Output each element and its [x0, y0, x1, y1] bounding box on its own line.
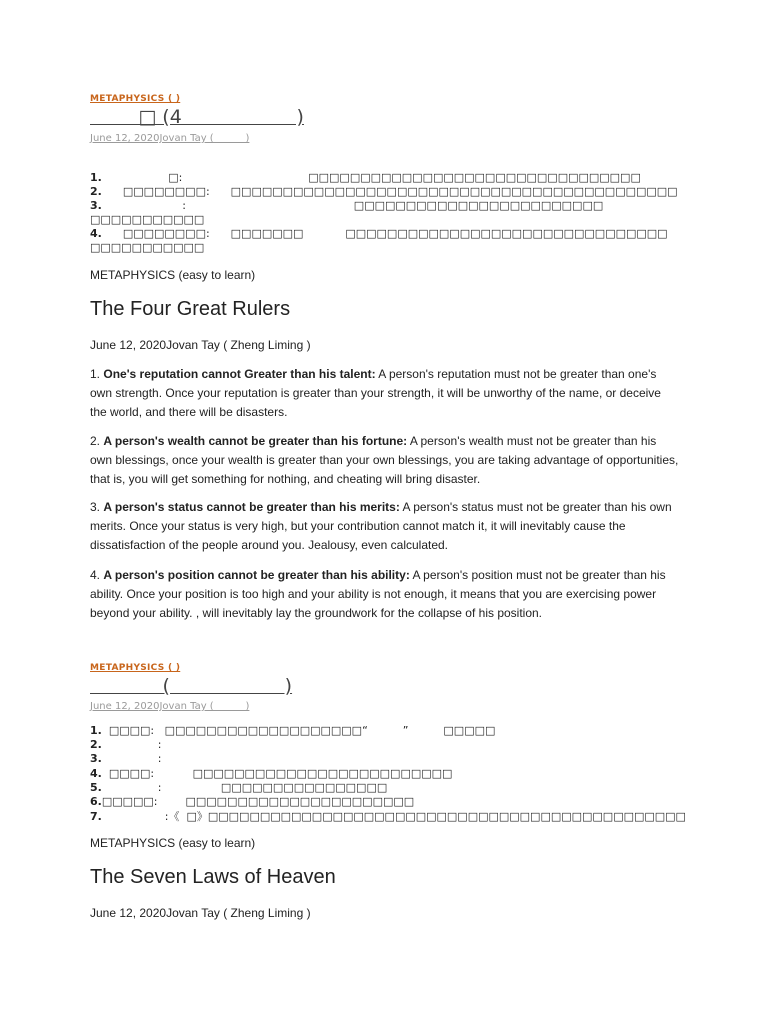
- item-number: 4.: [90, 568, 101, 582]
- category-link[interactable]: METAPHYSICS ( ): [90, 663, 181, 673]
- item-heading: A person's status cannot be greater than his merits:: [103, 500, 400, 514]
- list-paragraph: [90, 566, 680, 623]
- post-title: The Four Great Rulers: [90, 298, 291, 320]
- item-number: 4.: [90, 767, 102, 780]
- item-number: 7.: [90, 810, 102, 823]
- cjk-list-item: [90, 752, 690, 766]
- item-text: A person's wealth must not be greater than his own blessings, once your wealth is greater than your own blessings, you are taking advantage of opportunities, that is, you will get something for nothing, and cheating will bring disaster.: [90, 434, 679, 486]
- cjk-list-item: [90, 199, 690, 227]
- item-text: :: [101, 752, 162, 765]
- cjk-list-item: [90, 810, 690, 824]
- category-label: METAPHYSICS (easy to learn): [90, 836, 256, 850]
- list-paragraph: [90, 498, 680, 555]
- list-paragraph: [90, 432, 680, 489]
- list-paragraph: [90, 365, 680, 422]
- item-heading: A person's position cannot be greater than his ability:: [103, 568, 410, 582]
- cjk-list-item: [90, 227, 690, 255]
- item-heading: One's reputation cannot Greater than his talent:: [103, 367, 376, 381]
- cjk-list-item: [90, 795, 690, 809]
- cjk-list-item: [90, 767, 690, 781]
- cjk-list-item: [90, 738, 690, 752]
- item-text: □□□□□: □□□□□□□□□□□□□□□□□□□□□□: [101, 795, 415, 808]
- item-text: A person's position must not be greater than his ability. Once your position is too high and your ability is not enough, it means that you are exercising power beyond your ability. , will inevitably lay the groundwork for the collapse of his position.: [90, 568, 666, 620]
- item-number: 2.: [90, 434, 101, 448]
- category-link[interactable]: METAPHYSICS ( ): [90, 94, 181, 104]
- item-number: 2.: [90, 185, 102, 198]
- item-number: 5.: [90, 781, 102, 794]
- post-title: The Seven Laws of Heaven: [90, 866, 336, 888]
- cjk-post-meta[interactable]: June 12, 2020Jovan Tay ( ): [90, 133, 250, 144]
- cjk-post-meta[interactable]: June 12, 2020Jovan Tay ( ): [90, 701, 250, 712]
- item-text: □□□□□□□□: □□□□□□□ □□□□□□□□□□□□□□□□□□□□□□□□□□□□□□□ □□□□□□□□□□□: [90, 227, 672, 254]
- item-text: A person's reputation must not be greater than one's own strength. Once your reputation is greater than your strength, it will be unworthy of the name, or deceive the world, and there will be disasters.: [90, 367, 661, 419]
- item-number: 3.: [90, 199, 102, 212]
- item-number: 1.: [90, 724, 102, 737]
- item-text: : □□□□□□□□□□□□□□□□□□□□□□□□ □□□□□□□□□□□: [90, 199, 607, 226]
- item-number: 1.: [90, 367, 101, 381]
- item-number: 3.: [90, 752, 102, 765]
- cjk-post-title[interactable]: □ (4 ): [90, 106, 304, 128]
- item-text: □□□□□□□□: □□□□□□□□□□□□□□□□□□□□□□□□□□□□□□□□□□□□□□□□□□□: [101, 185, 678, 198]
- item-text: A person's status must not be greater than his own merits. Once your status is very high, but your contribution cannot match it, it will inevitably cause the dissatisfaction of the people around you. Jealousy, even calculated.: [90, 500, 672, 552]
- cjk-list-item: [90, 781, 690, 795]
- item-number: 1.: [90, 171, 102, 184]
- category-label: METAPHYSICS (easy to learn): [90, 268, 256, 282]
- item-text: : □□□□□□□□□□□□□□□□: [101, 781, 388, 794]
- item-text: :《 □》□□□□□□□□□□□□□□□□□□□□□□□□□□□□□□□□□□□□□□□□□□□□□□: [101, 810, 686, 823]
- item-text: □□□□: □□□□□□□□□□□□□□□□□□□□□□□□□: [101, 767, 453, 780]
- cjk-post-title[interactable]: ( ): [90, 675, 293, 697]
- cjk-list-item: [90, 171, 690, 185]
- item-number: 3.: [90, 500, 101, 514]
- item-text: :: [101, 738, 162, 751]
- item-text: □: □□□□□□□□□□□□□□□□□□□□□□□□□□□□□□□□: [101, 171, 641, 184]
- item-number: 2.: [90, 738, 102, 751]
- item-text: □□□□: □□□□□□□□□□□□□□□□□□□“ ” □□□□□: [101, 724, 496, 737]
- post-meta: June 12, 2020Jovan Tay ( Zheng Liming ): [90, 906, 311, 920]
- item-number: 6.: [90, 795, 102, 808]
- post-meta: June 12, 2020Jovan Tay ( Zheng Liming ): [90, 338, 311, 352]
- cjk-list-item: [90, 724, 690, 738]
- cjk-list-item: [90, 185, 690, 199]
- item-number: 4.: [90, 227, 102, 240]
- item-heading: A person's wealth cannot be greater than his fortune:: [103, 434, 408, 448]
